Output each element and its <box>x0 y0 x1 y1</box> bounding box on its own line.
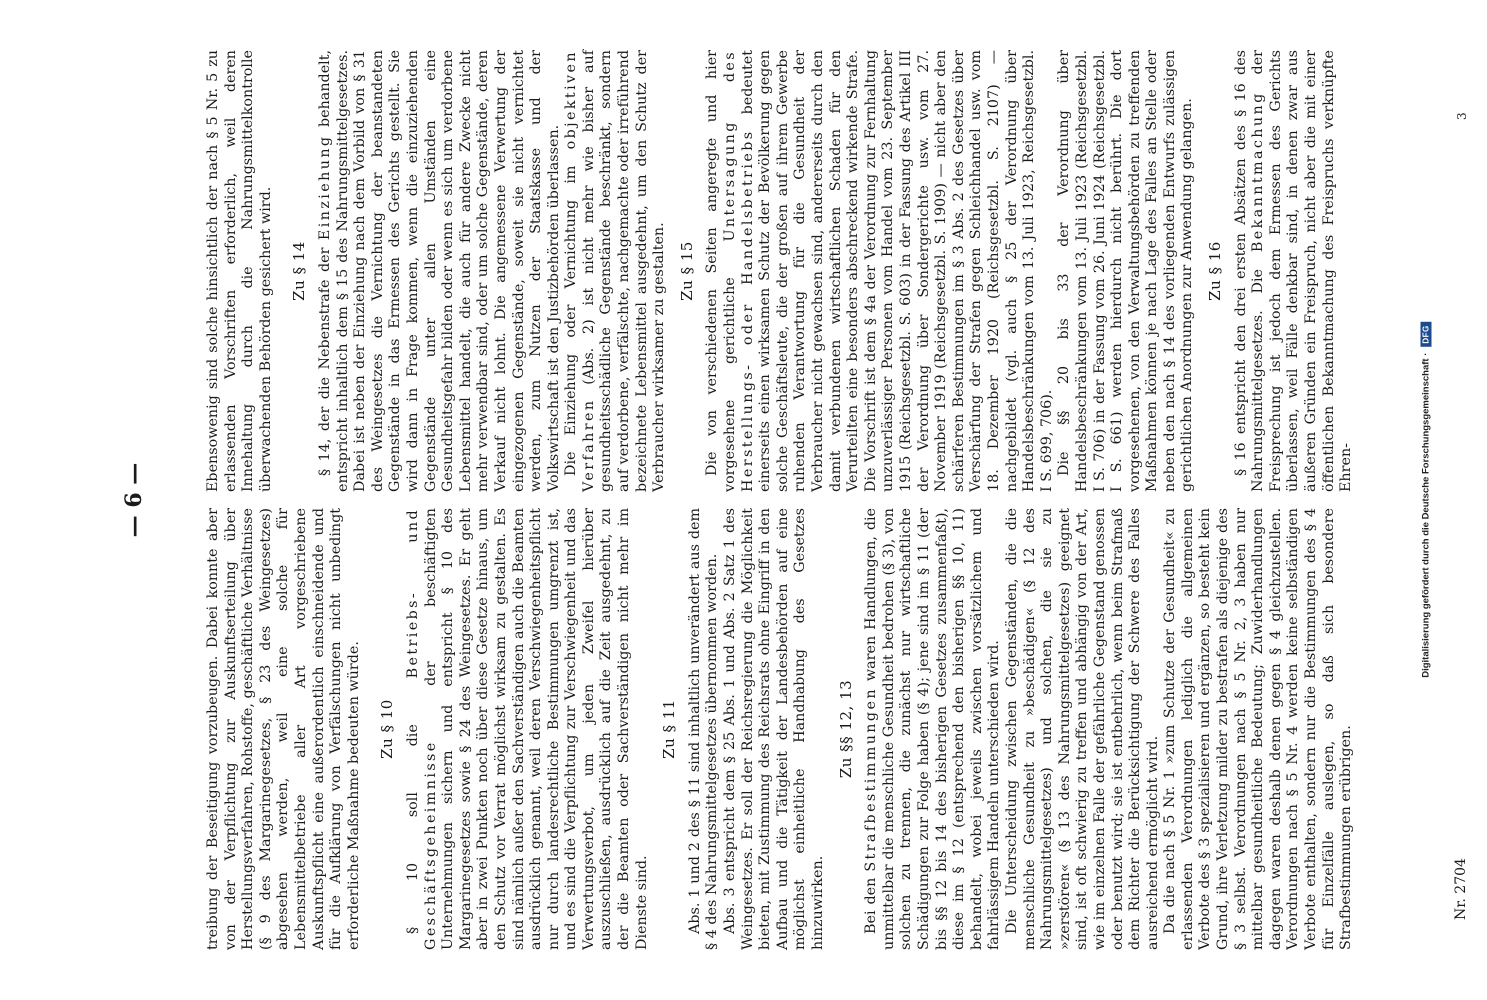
paragraph: Die von verschiedenen Seiten angeregte und hier vorgesehene gerichtliche Untersagung des Herstellungs- oder Handelsbetriebs bedeutet einerseits einen wirksamen Schutz der Bevölkerung gegen solche Geschäftsleute, die der großen auf ihrem Gewerbe ruhenden Verantwortung für die Gesundheit der Verbraucher nicht gewachsen sind, andererseits durch den damit verbundenen wirtschaftlichen Schaden für den Verurteilten eine besonders abschreckend wirkende Strafe. Die Vorschrift ist dem § 4a der Verordnung zur Fernhaltung unzuverlässiger Personen vom Handel vom 23. September 1915 (Reichsgesetzbl. S. 603) in der Fassung des Artikel III der Verordnung über Sondergerichte usw. vom 27. November 1919 (Reichsgesetzbl. S. 1909) — nicht aber den schärferen Bestimmungen im § 3 Abs. 2 des Gesetzes über Verschärfung der Strafen gegen Schleichhandel usw. vom 18. Dezember 1920 (Reichsgesetzbl. S. 2107) — nachgebildet (vgl. auch § 25 der Verordnung über Handelsbeschränkungen vom 13. Juli 1923, Reichsgesetzbl. I S. 699, 706). <box>704 50 1055 492</box>
right-column <box>205 50 1435 492</box>
credit-text: Digitalisierung gefördert durch die Deutsche Forschungsgemeinschaft · <box>1420 352 1432 678</box>
document-number: Nr. 2704 <box>1453 858 1469 920</box>
section-heading-14: Zu § 14 <box>290 241 309 301</box>
emphasized-term: Strafbestimmungen <box>863 687 880 872</box>
emphasized-term: Betriebs- und Geschäftsgeheimnisse <box>404 507 439 950</box>
left-column <box>205 508 1435 950</box>
digitization-credit <box>1421 322 1432 678</box>
page-number: — 6 — <box>121 462 147 538</box>
paragraph: Die §§ 20 bis 33 der Verordnung über Handelsbeschränkungen vom 13. Juli 1923 (Reichsgesetzbl. I S. 706) in der Fassung vom 26. Juni 1924 (Reichsgesetzbl. I S. 661) werden hierdurch nicht berührt. Die dort vorgesehenen, von den Verwaltungsbehörden zu treffenden Maßnahmen können je nach Lage des Falles an Stelle oder neben den nach § 14 des vorliegenden Entwurfs zulässigen gerichtlichen Anordnungen zur Anwendung gelangen. <box>1056 50 1196 492</box>
paragraph: § 10 soll die Betriebs- und Geschäftsgeheimnisse der beschäftigten Unternehmungen sichern und entspricht § 10 des Margarinegesetzes sowie § 24 des Weingesetzes. Er geht aber in zwei Punkten noch über diese Gesetze hinaus, um den Schutz vor Verrat möglichst wirksam zu gestalten. Es sind nämlich außer den Sachverständigen auch die Beamten ausdrücklich genannt, weil deren Verschwiegenheitspflicht nur durch landesrechtliche Bestimmungen umgrenzt ist, und es sind die Verpflichtung zur Verschwiegenheit und das Verwertungsverbot, um jeden Zweifel hierüber auszuschließen, ausdrücklich auf die Zeit ausgedehnt, zu der die Beamten oder Sachverständigen nicht mehr im Dienste sind. <box>404 507 650 950</box>
section-heading-10: Zu § 10 <box>378 699 397 759</box>
paragraph: Abs. 1 und 2 des § 11 sind inhaltlich unverändert aus dem § 4 des Nahrungsmittelgesetzes übernommen worden. <box>686 508 721 950</box>
dfg-logo: DFG <box>1421 322 1432 346</box>
section-heading-12-13: Zu §§ 12, 13 <box>836 679 855 779</box>
emphasized-term: objektiven Verfahren <box>563 50 597 492</box>
paragraph: Abs. 3 entspricht dem § 25 Abs. 1 und Abs. 2 Satz 1 des Weingesetzes. Er soll der Reichsregierung die Möglichkeit bieten, mit Zustimmung des Reichsrats ohne Eingriff in den Aufbau und die Tätigkeit der Landesbehörden auf eine möglichst einheitliche Handhabung des Gesetzes hinzuwirken. <box>722 508 826 950</box>
paragraph: Die Einziehung oder Vernichtung im objektiven Verfahren (Abs. 2) ist nicht mehr wie bisher auf gesundheitsschädliche Gegenstände beschränkt, sondern auf verdorbene, verfälschte, nachgemachte oder irreführend bezeichnete Lebensmittel ausgedehnt, um den Schutz der Verbraucher wirksamer zu gestalten. <box>563 50 668 492</box>
paragraph: Da die nach § 5 Nr. 1 »zum Schutze der Gesundheit« zu erlassenden Verordnungen lediglich die allgemeinen Verbote des § 3 spezialisieren und ergänzen, so besteht kein Grund, ihre Verletzung milder zu bestrafen als diejenige des § 3 selbst. Verordnungen nach § 5 Nr. 2, 3 haben nur mittelbar gesundheitliche Bedeutung; Zuwiderhandlungen dagegen waren deshalb denen gegen § 4 gleichzustellen. Verordnungen nach § 5 Nr. 4 werden keine selbständigen Verbote enthalten, sondern nur die Bestimmungen des § 4 für Einzelfälle auslegen, so daß sich besondere Strafbestimmungen erübrigen. <box>1162 508 1355 950</box>
paragraph: Ebensowenig sind solche hinsichtlich der nach § 5 Nr. 5 zu erlassenden Vorschriften erforderlich, weil deren Innehaltung durch die Nahrungsmittelkontrolle überwachenden Behörden gesichert wird. <box>205 50 274 492</box>
sheet-number: 3 <box>1455 112 1469 120</box>
section-heading-15: Zu § 15 <box>677 241 696 301</box>
section-heading-16: Zu § 16 <box>1206 241 1225 301</box>
paragraph: § 14, der die Nebenstrafe der Einziehung behandelt, entspricht inhaltlich dem § 15 des Nahrungsmittelgesetzes. Dabei ist neben der Einziehung nach dem Vorbild von § 31 des Weingesetzes die Vernichtung der beanstandeten Gegenstände in das Ermessen des Gerichts gestellt. Sie wird dann in Frage kommen, wenn die einzuziehenden Gegenstände unter allen Umständen eine Gesundheitsgefahr bilden oder wenn es sich um verdorbene Lebensmittel handelt, die auch für andere Zwecke nicht mehr verwendbar sind, oder um solche Gegenstände, deren Verkauf nicht lohnt. Die angemessene Verwertung der eingezogenen Gegenstände, soweit sie nicht vernichtet werden, zum Nutzen der Staatskasse und der Volkswirtschaft ist den Justizbehörden überlassen. <box>316 49 562 492</box>
paragraph: Bei den Strafbestimmungen waren Handlungen, die unmittelbar die menschliche Gesundheit bedrohen (§ 3), von solchen zu trennen, die zunächst nur wirtschaftliche Schädigungen zur Folge haben (§ 4); jene sind im § 11 (der bis §§ 12 bis 14 des bisherigen Gesetzes zusammenfaßt), diese im § 12 (entsprechend den bisherigen §§ 10, 11) behandelt, wobei jeweils zwischen vorsätzlichem und fahrlässigem Handeln unterschieden wird. <box>863 507 1003 950</box>
emphasized-term: Einziehung <box>316 134 333 241</box>
paragraph: § 16 entspricht den drei ersten Absätzen des § 16 des Nahrungsmittelgesetzes. Die Bekanntmachung der Freisprechung ist jedoch dem Ermessen des Gerichts überlassen, weil Fälle denkbar sind, in denen zwar aus äußeren Gründen ein Freispruch, nicht aber die mit einer öffentlichen Bekanntmachung des Freispruchs verknüpfte Ehren- <box>1232 49 1355 492</box>
paragraph: Die Unterscheidung zwischen Gegenständen, die die menschliche Gesundheit zu »beschädigen« (§ 12 des Nahrungsmittelgesetzes) und solchen, die sie zu »zerstören« (§ 13 des Nahrungsmittelgesetzes) geeignet sind, ist oft schwierig zu treffen und abhängig von der Art, wie im einzelnen Falle der gefährliche Gegenstand genossen oder benutzt wird; sie ist entbehrlich, wenn beim Strafmaß dem Richter die Berücksichtigung der Schwere des Falles ausreichend ermöglicht wird. <box>1003 508 1161 950</box>
emphasized-term: Bekanntmachung <box>1250 91 1267 253</box>
paragraph: treibung der Beseitigung vorzubeugen. Dabei konnte aber von der Verpflichtung zur Auskunftserteilung über Herstellungsverfahren, Rohstoffe, geschäftliche Verhältnisse (§ 9 des Margarinegesetzes, § 23 des Weingesetzes) abgesehen werden, weil eine solche für Lebensmittelbetriebe aller Art vorgeschriebene Auskunftspflicht eine außerordentlich einschneidende und für die Aufklärung von Verfälschungen nicht unbedingt erforderliche Maßnahme bedeuten würde. <box>205 508 362 950</box>
rotated-document-page <box>107 20 1487 980</box>
section-heading-11: Zu § 11 <box>660 699 679 759</box>
emphasized-term: Untersagung des Herstellungs- oder Handelsbetriebs <box>722 50 756 492</box>
